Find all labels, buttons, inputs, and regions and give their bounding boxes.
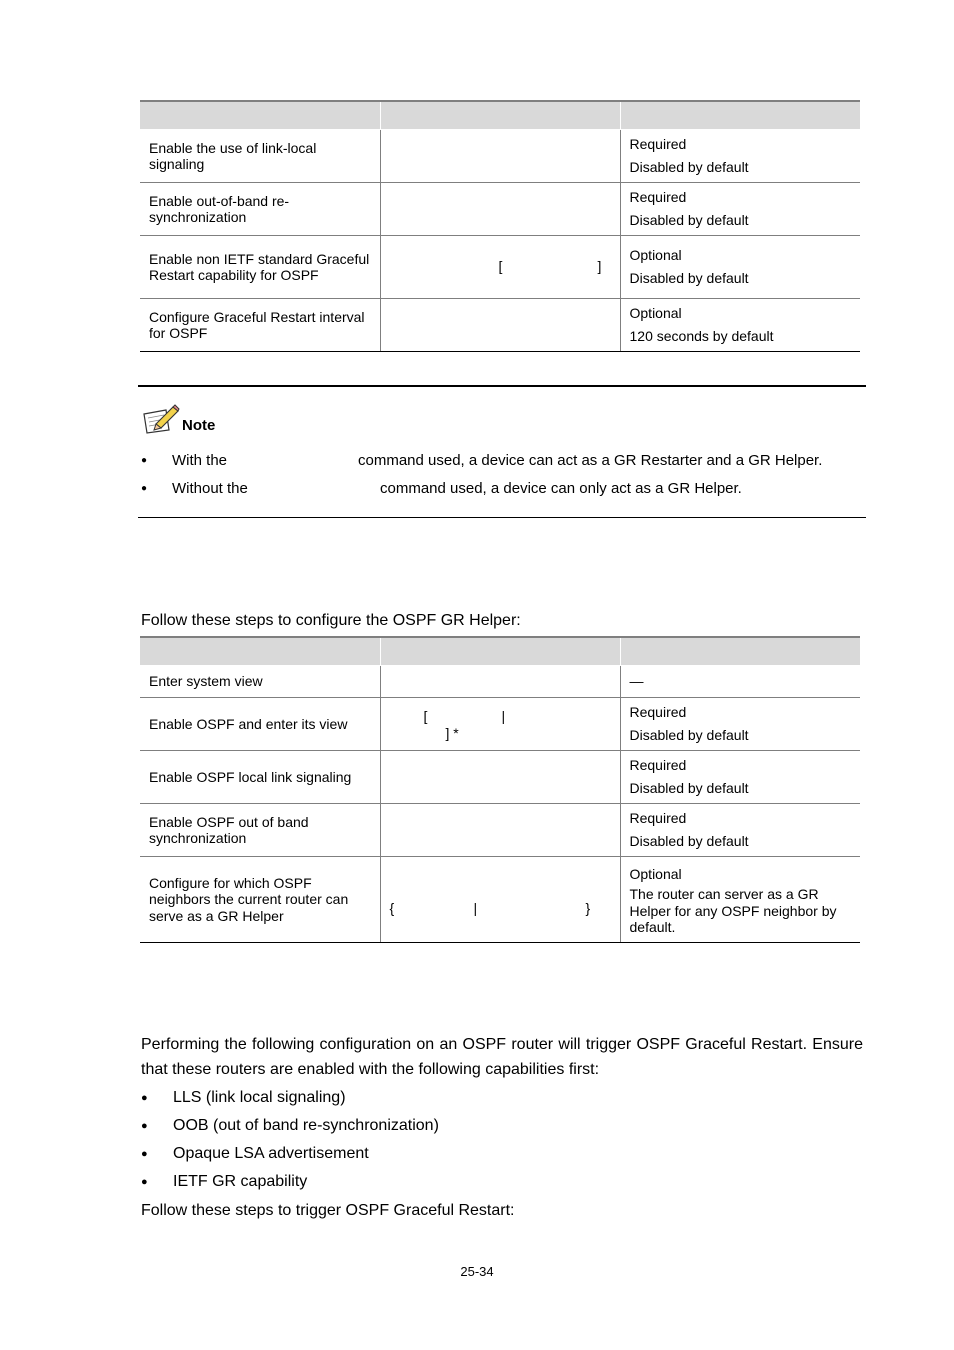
operation-cell: Enable out-of-band re-synchronization	[140, 183, 380, 236]
remarks-cell	[620, 130, 860, 183]
table-row	[140, 130, 860, 183]
command-pipe: |	[473, 900, 478, 916]
remarks-cell	[620, 857, 860, 943]
remark-default: The router can server as a GR Helper for any OSPF neighbor by default.	[629, 886, 837, 936]
table-row	[140, 698, 860, 751]
remark-default: Disabled by default	[629, 212, 749, 228]
note-pencil-icon	[142, 404, 180, 434]
body-paragraph: Performing the following configuration on an OSPF router will trigger OSPF Graceful Restart. Ensure that these routers are enabled with the following capabilities first:	[141, 1036, 863, 1078]
command-cell	[380, 666, 620, 698]
remark-status: Required	[629, 757, 687, 773]
remark-status: Required	[629, 189, 687, 205]
remark-status: Optional	[629, 866, 682, 883]
note-icon	[142, 404, 180, 434]
list-item	[141, 1168, 861, 1196]
command-cell	[380, 857, 620, 943]
command-bracket-open: [	[423, 708, 428, 724]
bullet-dot: ●	[141, 455, 148, 466]
command-pipe: |	[501, 708, 506, 724]
header-cell	[620, 101, 860, 130]
table-header-row	[140, 101, 860, 130]
bullet-dot: ●	[141, 1092, 148, 1104]
header-cell	[380, 101, 620, 130]
command-cell	[380, 236, 620, 299]
command-brace-open: {	[389, 900, 395, 916]
table-row	[140, 299, 860, 352]
table-header-row	[140, 637, 860, 666]
operation-cell: Enable the use of link-local signaling	[140, 130, 380, 183]
note-bottom-rule	[138, 517, 866, 518]
remark-default: Disabled by default	[629, 833, 749, 849]
table-row	[140, 751, 860, 804]
header-cell	[620, 637, 860, 666]
remark-default: 120 seconds by default	[629, 328, 774, 344]
operation-cell: Configure for which OSPF neighbors the current router can serve as a GR Helper	[140, 857, 380, 943]
note-bullet-lead: With the	[172, 452, 228, 469]
table-row	[140, 804, 860, 857]
remark-default: Disabled by default	[629, 727, 749, 743]
list-item	[141, 1112, 861, 1140]
trigger-intro-text: Follow these steps to trigger OSPF Graceful Restart:	[141, 1202, 515, 1219]
bullet-dot: ●	[141, 483, 148, 494]
note-bullet-lead: Without the	[172, 480, 248, 497]
table-row	[140, 183, 860, 236]
command-cell	[380, 183, 620, 236]
remark-status: Optional	[629, 305, 682, 321]
command-cell	[380, 804, 620, 857]
header-cell	[140, 637, 380, 666]
note-top-rule	[138, 385, 866, 387]
operation-cell: Enable non IETF standard Graceful Restart capability for OSPF	[140, 236, 380, 299]
remarks-cell: —	[620, 666, 860, 698]
gr-helper-config-table	[140, 636, 860, 943]
note-title: Note	[182, 417, 216, 434]
gr-restarter-config-table	[140, 100, 860, 352]
table-row	[140, 857, 860, 943]
operation-cell: Enable OSPF and enter its view	[140, 698, 380, 751]
list-item-text: OOB (out of band re-synchronization)	[173, 1117, 439, 1134]
table-row	[140, 666, 860, 698]
command-bracket-open: [	[498, 258, 503, 274]
page-number: 25-34	[460, 1264, 494, 1279]
remarks-cell	[620, 698, 860, 751]
command-bracket-close: ] *	[445, 725, 459, 741]
operation-cell: Enable OSPF out of band synchronization	[140, 804, 380, 857]
note-bullet-text: command used, a device can act as a GR Restarter and a GR Helper.	[358, 452, 823, 469]
list-item-text: IETF GR capability	[173, 1173, 308, 1190]
list-item	[141, 1084, 861, 1112]
remarks-cell	[620, 804, 860, 857]
operation-cell: Enable OSPF local link signaling	[140, 751, 380, 804]
header-cell	[380, 637, 620, 666]
remark-status: Required	[629, 136, 687, 152]
remarks-cell	[620, 299, 860, 352]
list-item-text: Opaque LSA advertisement	[173, 1145, 369, 1162]
remarks-cell	[620, 183, 860, 236]
list-item	[141, 1140, 861, 1168]
remarks-cell	[620, 751, 860, 804]
operation-cell: Enter system view	[140, 666, 380, 698]
bullet-dot: ●	[141, 1176, 148, 1188]
command-cell	[380, 130, 620, 183]
bullet-dot: ●	[141, 1148, 148, 1160]
command-bracket-close: ]	[597, 258, 602, 274]
command-cell	[380, 751, 620, 804]
command-cell	[380, 698, 620, 751]
header-cell	[140, 101, 380, 130]
bullet-dot: ●	[141, 1120, 148, 1132]
remark-status: Required	[629, 810, 687, 826]
list-item-text: LLS (link local signaling)	[173, 1089, 346, 1106]
note-bullet-text: command used, a device can only act as a GR Helper.	[380, 480, 742, 497]
remark-default: Disabled by default	[629, 270, 749, 286]
remark-status: Required	[629, 704, 687, 720]
remarks-cell	[620, 236, 860, 299]
table-row	[140, 236, 860, 299]
remark-default: Disabled by default	[629, 159, 749, 175]
command-cell	[380, 299, 620, 352]
command-brace-close: }	[585, 900, 591, 916]
helper-intro-text: Follow these steps to configure the OSPF GR Helper:	[141, 612, 521, 629]
capability-list	[141, 1084, 861, 1196]
remark-status: Optional	[629, 247, 682, 263]
operation-cell: Configure Graceful Restart interval for OSPF	[140, 299, 380, 352]
remark-default: Disabled by default	[629, 780, 749, 796]
